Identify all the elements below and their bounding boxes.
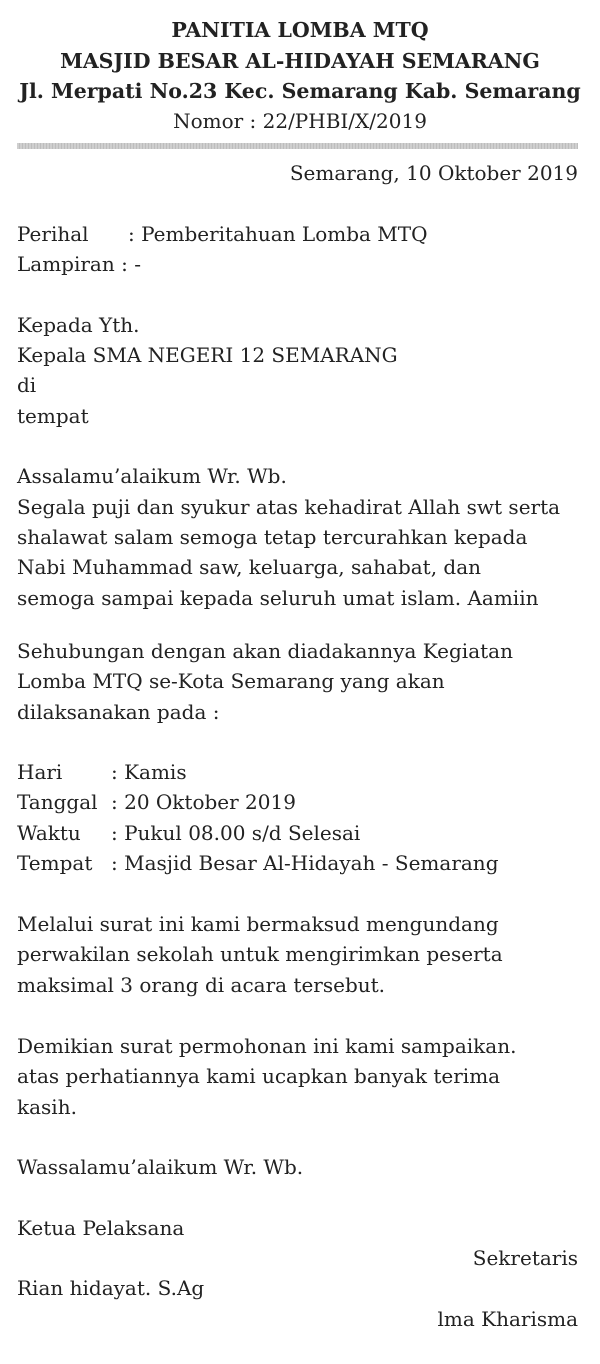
subject-value: : Pemberitahuan Lomba MTQ [128, 222, 428, 246]
detail-value: : Kamis [111, 760, 187, 784]
header-number: Nomor : 22/PHBI/X/2019 [173, 109, 427, 133]
recipient-line: di [17, 373, 37, 397]
detail-label: Tanggal [17, 790, 98, 814]
detail-value: : Masjid Besar Al-Hidayah - Semarang [111, 851, 499, 875]
subject-line [17, 219, 428, 249]
recipient-line: Kepada Yth. [17, 313, 140, 337]
signature-left-name: Rian hidayat. S.Ag [17, 1276, 205, 1300]
paragraph-line: maksimal 3 orang di acara tersebut. [17, 973, 386, 997]
header-address: Jl. Merpati No.23 Kec. Semarang Kab. Semarang [19, 79, 581, 103]
signature-right-name: lma Kharisma [437, 1307, 578, 1331]
detail-date [17, 787, 296, 817]
detail-time [17, 818, 360, 848]
closing-greeting: Wassalamu’alaikum Wr. Wb. [17, 1155, 304, 1179]
detail-day [17, 757, 187, 787]
signature-right-title: Sekretaris [472, 1246, 578, 1270]
paragraph-line: Sehubungan dengan akan diadakannya Kegiatan [17, 639, 513, 663]
detail-label: Tempat [17, 851, 93, 875]
paragraph-line: kasih. [17, 1095, 77, 1119]
recipient-line: tempat [17, 404, 89, 428]
header-divider [17, 143, 578, 149]
paragraph-line: Segala puji dan syukur atas kehadirat Allah swt serta [17, 495, 561, 519]
paragraph-line: Lomba MTQ se-Kota Semarang yang akan [17, 669, 445, 693]
detail-value: : Pukul 08.00 s/d Selesai [111, 821, 361, 845]
paragraph-line: semoga sampai kepada seluruh umat islam. Aamiin [17, 586, 539, 610]
detail-value: : 20 Oktober 2019 [111, 790, 296, 814]
detail-place [17, 848, 499, 878]
paragraph-line: perwakilan sekolah untuk mengirimkan peserta [17, 942, 503, 966]
detail-label: Hari [17, 760, 63, 784]
paragraph-line: Melalui surat ini kami bermaksud mengundang [17, 912, 499, 936]
paragraph-line: shalawat salam semoga tetap tercurahkan kepada [17, 525, 528, 549]
header-mosque: MASJID BESAR AL-HIDAYAH SEMARANG [60, 49, 540, 73]
attachment-line: Lampiran : - [17, 252, 141, 276]
recipient-line: Kepala SMA NEGERI 12 SEMARANG [17, 343, 398, 367]
paragraph-line: Nabi Muhammad saw, keluarga, sahabat, dan [17, 555, 482, 579]
greeting: Assalamu’alaikum Wr. Wb. [17, 464, 287, 488]
signature-left-title: Ketua Pelaksana [17, 1216, 185, 1240]
paragraph-line: Demikian surat permohonan ini kami sampaikan. [17, 1034, 517, 1058]
paragraph-line: atas perhatiannya kami ucapkan banyak terima [17, 1064, 501, 1088]
subject-label: Perihal [17, 222, 89, 246]
header-committee: PANITIA LOMBA MTQ [171, 18, 429, 42]
letter-date: Semarang, 10 Oktober 2019 [289, 161, 578, 185]
paragraph-line: dilaksanakan pada : [17, 700, 220, 724]
detail-label: Waktu [17, 821, 81, 845]
